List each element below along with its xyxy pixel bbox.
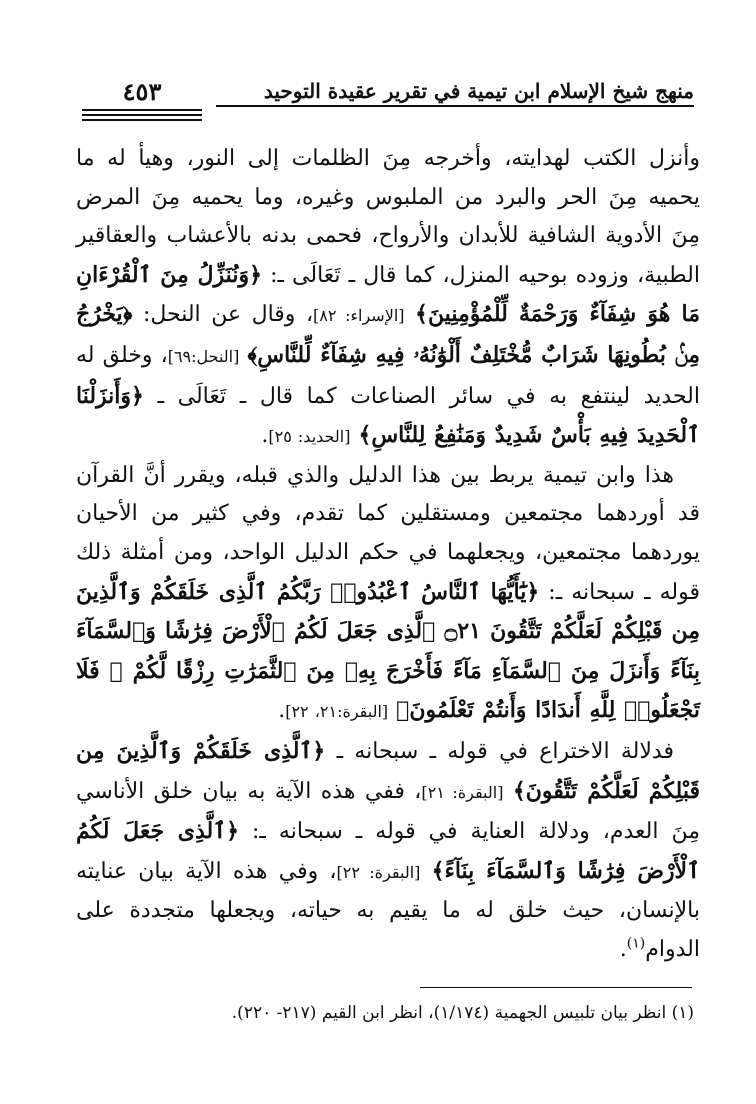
text-run: وأنزل الكتب لهدايته، وأخرجه مِنَ الظلمات إلى النور، وهيأ له ما يحميه مِنَ الحر والبرد من الملبوس وغيره، وما يحميه مِنَ المرض مِنَ الأدوية الشافية للأبدان والأرواح، فحمى بدنه بالأعشاب والعقاقير الطبية، وزوده بوحيه المنزل، كما قال ـ تَعَالَى ـ: bbox=[76, 146, 700, 288]
header-rule bbox=[216, 105, 694, 107]
page-number-rule bbox=[82, 114, 202, 116]
text-run: ، وقال عن النحل: bbox=[132, 302, 314, 328]
quran-verse: ﴿وَنُنَزِّلُ مِنَ ٱلْقُرْءَانِ مَا هُوَ شِفَآءٌ وَرَحْمَةٌ لِّلْمُؤْمِنِينَ﴾ bbox=[76, 261, 700, 328]
verse-citation: [الحديد: ٢٥] bbox=[268, 427, 351, 447]
text-run: فدلالة الاختراع في قوله ـ سبحانه ـ bbox=[325, 738, 674, 764]
body-text bbox=[76, 140, 700, 969]
page-number-rule bbox=[82, 109, 202, 111]
text-run: . bbox=[278, 698, 286, 724]
paragraph-2 bbox=[76, 457, 700, 732]
page-number-rule bbox=[82, 119, 202, 121]
paragraph-3 bbox=[76, 732, 700, 970]
page-header bbox=[82, 78, 694, 124]
footnote-reference[interactable]: (١) bbox=[626, 935, 646, 952]
paragraph-1 bbox=[76, 140, 700, 457]
footnote-rule bbox=[420, 987, 692, 988]
quran-verse: ﴿يَٰٓأَيُّهَا ٱلنَّاسُ ٱعْبُدُوا۟ رَبَّكُمُ ٱلَّذِى خَلَقَكُمْ وَٱلَّذِينَ مِن قَبْلِكُمْ لَعَلَّكُمْ تَتَّقُونَ ۝٢١ ٱلَّذِى جَعَلَ لَكُمُ ٱلْأَرْضَ فِرَٰشًا وَٱلسَّمَآءَ بِنَآءً وَأَنزَلَ مِنَ ٱلسَّمَآءِ مَآءً فَأَخْرَجَ بِهِۦ مِنَ ٱلثَّمَرَٰتِ رِزْقًا لَّكُمْ ۖ فَلَا تَجْعَلُوا۟ لِلَّهِ أَندَادًا وَأَنتُمْ تَعْلَمُونَ﴾ bbox=[76, 578, 701, 724]
text-run: ، وفي هذه الآية بيان عنايته بالإنسان، حيث خلق له ما يقيم به حياته، ويجعلها متجددة على الدوام bbox=[76, 858, 700, 962]
page-number-block bbox=[82, 78, 202, 121]
text-run: ، وخلق له الحديد لينتفع به في سائر الصناعات كما قال ـ تَعَالَى ـ bbox=[76, 342, 700, 409]
quran-verse: ﴿ٱلَّذِى جَعَلَ لَكُمُ ٱلْأَرْضَ فِرَٰشًا وَٱلسَّمَآءَ بِنَآءً﴾ bbox=[76, 818, 700, 884]
text-run: ، ففي هذه الآية به بيان خلق الأناسي مِنَ العدم، ودلالة العناية في قوله ـ سبحانه ـ: bbox=[76, 778, 700, 845]
verse-citation: [الإسراء: ٨٢] bbox=[313, 306, 405, 326]
quran-verse: ﴿ٱلَّذِى خَلَقَكُمْ وَٱلَّذِينَ مِن قَبْلِكُمْ لَعَلَّكُمْ تَتَّقُونَ﴾ bbox=[76, 737, 700, 804]
verse-citation: [البقرة: ٢١] bbox=[421, 782, 504, 802]
text-run: . bbox=[261, 423, 269, 449]
page-number-rules bbox=[82, 109, 202, 121]
verse-citation: [البقرة: ٢٢] bbox=[336, 862, 421, 882]
quran-verse: ﴿وَأَنزَلْنَا ٱلْحَدِيدَ فِيهِ بَأْسٌ شَدِيدٌ وَمَنَٰفِعُ لِلنَّاسِ﴾ bbox=[76, 382, 700, 449]
verse-citation: [النحل:٦٩] bbox=[167, 346, 240, 366]
quran-verse: ﴿يَخْرُجُ مِنۢ بُطُونِهَا شَرَابٌ مُّخْتَلِفٌ أَلْوَٰنُهُۥ فِيهِ شِفَآءٌ لِّلنَّاسِ﴾ bbox=[76, 301, 700, 368]
running-title: منهج شيخ الإسلام ابن تيمية في تقرير عقيدة التوحيد bbox=[263, 79, 694, 103]
page-number: ٤٥٣ bbox=[122, 77, 162, 106]
footnote: (١) انظر بيان تلبيس الجهمية (١/١٧٤)، انظر ابن القيم (٢١٧- ٢٢٠). bbox=[231, 1003, 694, 1023]
text-run: هذا وابن تيمية يربط بين هذا الدليل والذي قبله، ويقرر أنَّ القرآن قد أوردهما مجتمعين ومستقلين كما تقدم، وفي كثير من الأحيان يوردهما مجتمعين، ويجعلهما في حكم الدليل الواحد، ومن أمثلة ذلك قوله ـ سبحانه ـ: bbox=[76, 462, 700, 605]
verse-citation: [البقرة:٢١، ٢٢] bbox=[285, 702, 389, 722]
text-run: . bbox=[619, 936, 627, 962]
